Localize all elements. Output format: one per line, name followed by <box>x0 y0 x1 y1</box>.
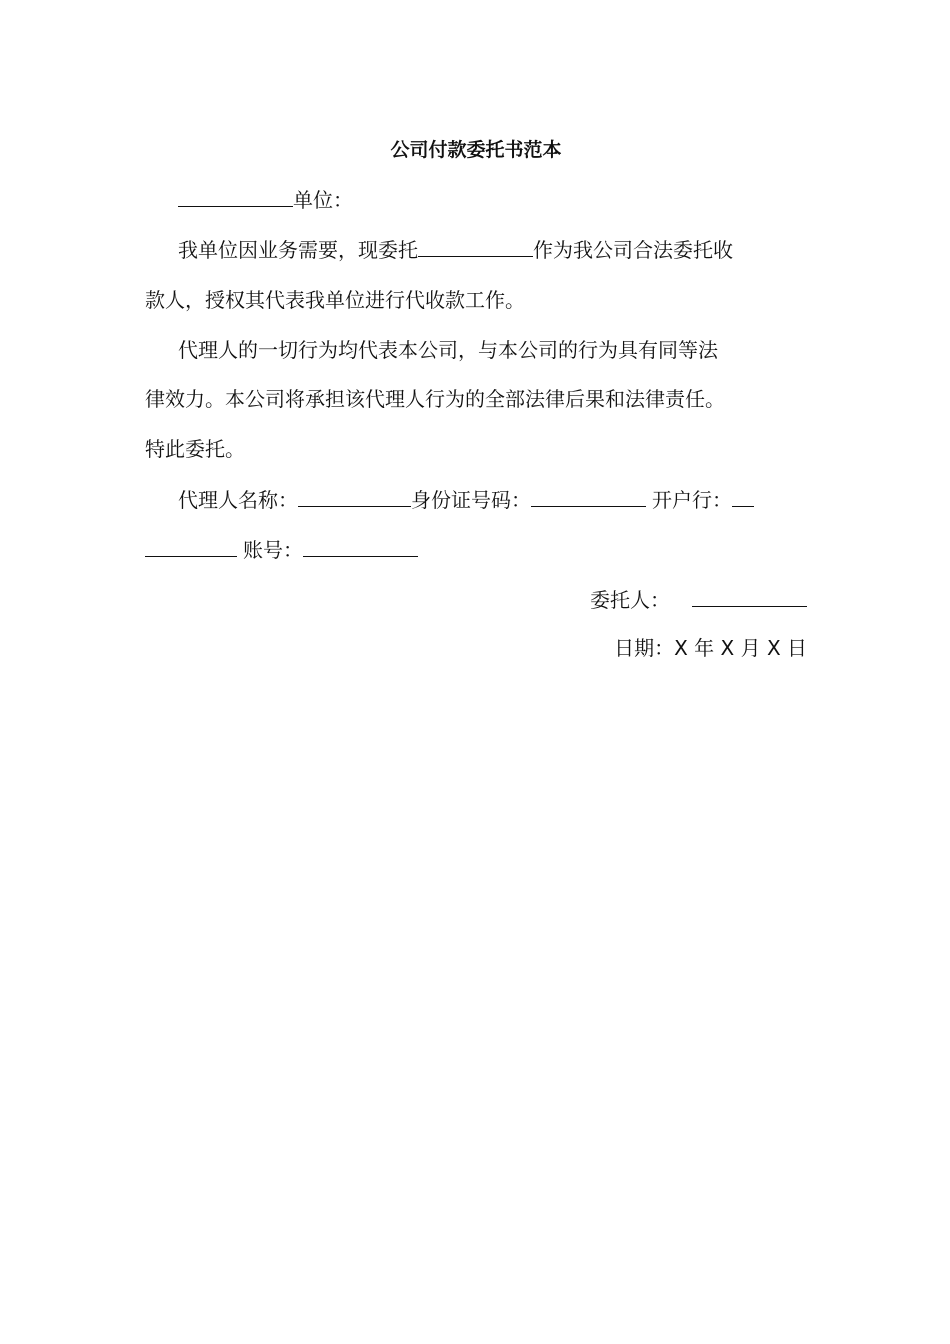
bank-blank-start[interactable] <box>732 484 754 507</box>
paragraph-1-text-b: 作为我公司合法委托收 <box>533 238 733 262</box>
agent-name-blank[interactable] <box>298 484 411 507</box>
account-blank[interactable] <box>303 534 418 557</box>
principal-label: 委托人： <box>590 588 670 612</box>
delegate-blank[interactable] <box>418 234 533 257</box>
agent-info-line-2 <box>145 534 807 565</box>
id-number-blank[interactable] <box>531 484 646 507</box>
paragraph-2-line-2: 律效力。本公司将承担该代理人行为的全部法律后果和法律责任。 <box>145 387 725 411</box>
paragraph-1-text-a: 我单位因业务需要，现委托 <box>178 238 418 262</box>
account-label: 账号： <box>243 538 303 562</box>
unit-line <box>145 184 807 215</box>
agent-info-line-1 <box>145 484 807 515</box>
paragraph-1-line-1 <box>145 234 807 265</box>
principal-line <box>145 584 807 615</box>
bank-blank-end[interactable] <box>145 534 237 557</box>
paragraph-2-line-3: 特此委托。 <box>145 437 245 461</box>
document-title: 公司付款委托书范本 <box>390 139 562 161</box>
date-line: 日期：X 年 X 月 X 日 <box>614 636 807 660</box>
unit-label: 单位： <box>293 188 353 212</box>
bank-label: 开户行： <box>652 488 732 512</box>
id-number-label: 身份证号码： <box>411 488 531 512</box>
unit-blank[interactable] <box>178 184 293 207</box>
principal-blank[interactable] <box>692 584 807 607</box>
paragraph-2-line-1: 代理人的一切行为均代表本公司，与本公司的行为具有同等法 <box>178 338 718 362</box>
agent-name-label: 代理人名称： <box>178 488 298 512</box>
paragraph-1-line-2: 款人，授权其代表我单位进行代收款工作。 <box>145 288 525 312</box>
